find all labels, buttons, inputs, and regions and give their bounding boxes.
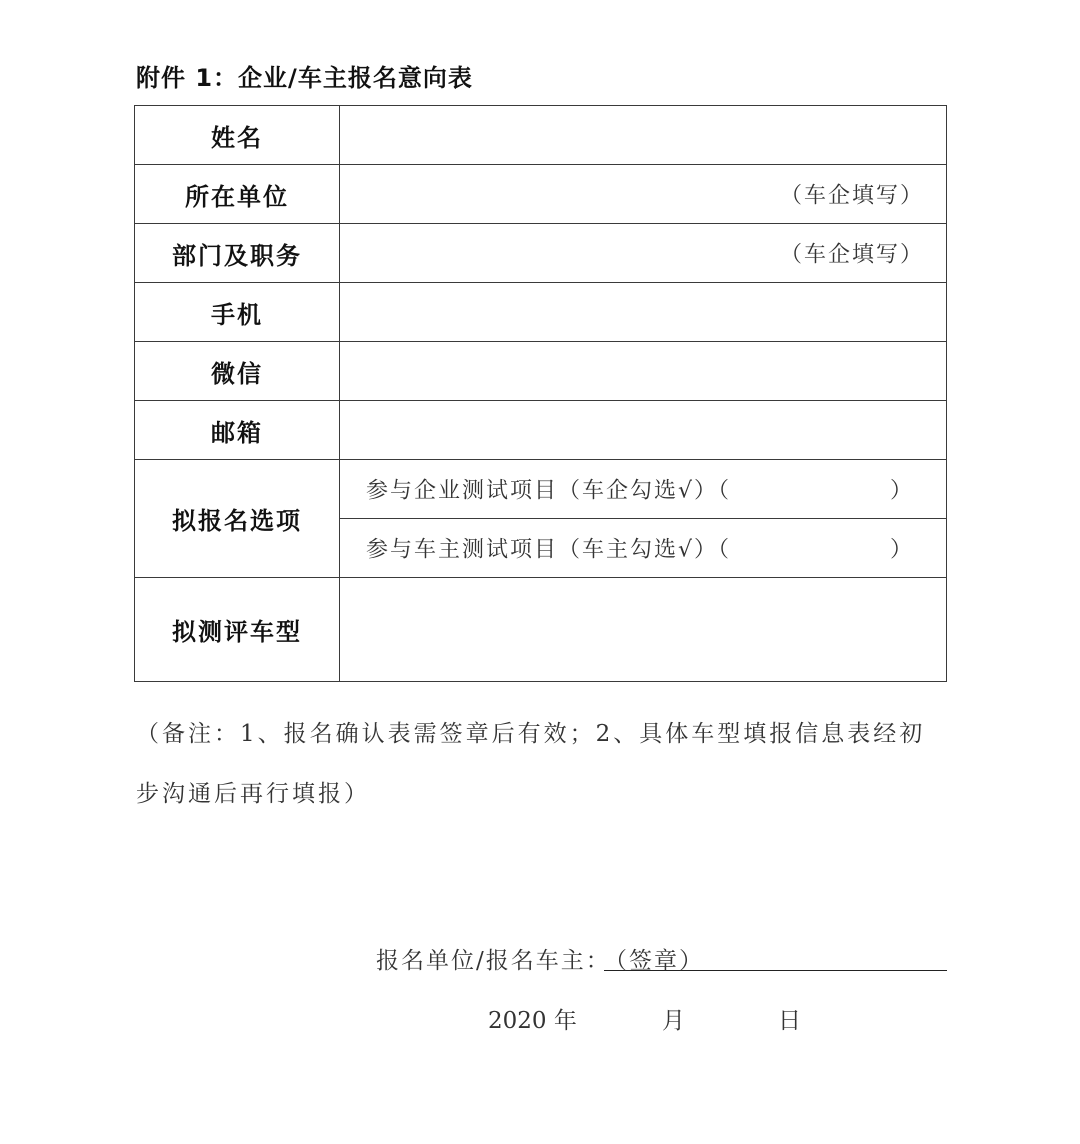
signature-row [376, 940, 947, 974]
enterprise-test-option-text: 参与企业测试项目（车企勾选√）（ [366, 478, 732, 504]
stamp-text: （签章） [604, 948, 704, 974]
table-row [135, 283, 947, 342]
wechat-field[interactable] [340, 342, 947, 401]
organization-field[interactable] [340, 165, 947, 224]
enterprise-test-option-close: ） [889, 478, 912, 504]
table-row [135, 224, 947, 283]
wechat-label: 微信 [135, 342, 340, 401]
table-row [135, 460, 947, 519]
mobile-label: 手机 [135, 283, 340, 342]
car-model-label: 拟测评车型 [135, 578, 340, 682]
signature-line[interactable] [604, 942, 947, 974]
table-row [135, 106, 947, 165]
department-title-field[interactable] [340, 224, 947, 283]
email-label: 邮箱 [135, 401, 340, 460]
date-year: 2020 年 [488, 1008, 577, 1034]
name-field[interactable] [340, 106, 947, 165]
table-row [135, 165, 947, 224]
table-row [135, 401, 947, 460]
form-title: 附件 1：企业/车主报名意向表 [136, 64, 473, 92]
email-field[interactable] [340, 401, 947, 460]
date-day: 日 [778, 1008, 801, 1034]
owner-test-option-text: 参与车主测试项目（车主勾选√）（ [366, 537, 732, 563]
enterprise-test-option[interactable] [340, 460, 947, 519]
car-model-field[interactable] [340, 578, 947, 682]
mobile-field[interactable] [340, 283, 947, 342]
registration-options-label: 拟报名选项 [135, 460, 340, 578]
organization-label: 所在单位 [135, 165, 340, 224]
owner-test-option[interactable] [340, 519, 947, 578]
date-month: 月 [662, 1008, 685, 1034]
remark-note: （备注：1、报名确认表需签章后有效；2、具体车型填报信息表经初步沟通后再行填报） [136, 721, 926, 807]
date-row [488, 1002, 808, 1036]
department-title-label: 部门及职务 [135, 224, 340, 283]
department-title-hint: （车企填写） [779, 242, 924, 268]
table-row [135, 342, 947, 401]
signature-label: 报名单位/报名车主： [376, 948, 611, 974]
registration-form-table [134, 105, 947, 682]
name-label: 姓名 [135, 106, 340, 165]
owner-test-option-close: ） [889, 537, 912, 563]
organization-hint: （车企填写） [779, 183, 924, 209]
table-row [135, 578, 947, 682]
